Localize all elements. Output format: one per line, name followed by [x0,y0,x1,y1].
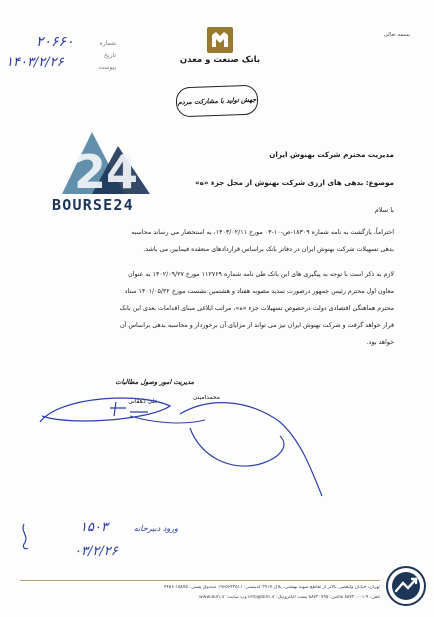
footer-address: تهران، خیابان ولیعصر، بالاتر از تقاطع شهید بهشتی، پلاک ۲۹۱۷ کدپستی: ۱۹۶۵۶۴۳۵۱۱ صندوق پستی: ۱۵۸۷۵-۴۴۵۶ [163,585,380,590]
footer-contact: تلفن: ۹-۸۸۷۲۰۰۰۱ فاکس: ۸۸۷۲۰۷۹۵ پست الکترونیک: info@bim.ir وب سایت: www.bim.ir [199,595,380,600]
slogan-stamp [176,85,259,118]
letter-paragraph-2 [54,266,394,351]
letter-greeting: با سلام [374,206,394,214]
handwritten-letter-number: ۲۰۶۶۰ [36,34,74,50]
meta-label-date: تاریخ [104,52,116,59]
meta-label-number: شماره [99,40,116,47]
svg-text:24: 24 [74,145,139,196]
footer-divider [20,580,380,581]
paragraph-2-line: لازم به ذکر است با توجه به پیگیری های این بانک طی نامه شماره ۱۱۲۷۶۹ مورخ ۱۴۰۲/۰۹/۲۷ به عنوان [128,271,394,278]
letter-recipient: مدیریت محترم شرکت بهنوش ایران [269,150,394,159]
letter-subject: موضوع: بدهی های ارزی شرکت بهنوش از محل جزء «ه» [194,178,394,187]
handwritten-entry-word: ورود دبیرخانه [133,524,178,533]
signer-1-name: محمدامینی [192,394,220,401]
handwritten-entry-number: ۱۵۰۳ [80,520,108,535]
letter-paragraph-1 [54,224,394,258]
paragraph-1-line: بدهی تسهیلات شرکت بهنوش ایران در دفاتر بانک براساس قراردادهای منعقده فیمابین می باشد. [143,246,394,253]
slogan-text: جهش تولید با مشارکت مردم [177,95,257,107]
signer-2-name: علی دهقانی [128,398,158,405]
handwritten-signature-icon [30,386,330,516]
bourse24-round-logo-icon [386,566,426,606]
handwritten-entry-date: ۰۳/۲/۲۶ [74,544,118,559]
paragraph-1-line: احتراماً، بازگشت به نامه شماره ۱۸۳۰۹-ص-۱۰-۰۳ مورخ ۱۴۰۳/۰۲/۱۱، به استحضار می رساند محاسبه [131,229,394,236]
bourse24-watermark-text: BOURSE24 [52,196,134,214]
signature-department: مدیریت امور وصول مطالبات [115,378,194,386]
bourse24-logo-icon [52,124,162,196]
handwritten-letter-date: ۱۴۰۳/۲/۲۶ [6,55,64,70]
bank-name: بانک صنعت و معدن [179,55,261,65]
paragraph-2-line: معاون اول محترم رئیس جمهور درصورت تمدید مصوبه هفتاد و هشتمین نشست مورخ ۱۴۰۱/۰۵/۲۲ ستاد [124,288,394,295]
paragraph-2-line: خواهد بود. [366,339,394,346]
bismillah: بسمه تعالی [383,32,410,38]
paragraph-2-line: قرار خواهد گرفت و شرکت بهنوش ایران نیز می تواند از مزایای آن برخوردار و محاسبه بدهی براساس آن [119,322,394,329]
handwritten-scribble-icon [16,522,36,552]
meta-label-attachment: پیوست [98,64,116,71]
paragraph-2-line: محترم هماهنگی اقتصادی دولت درخصوص تسهیلات جزء «ه»، مراتب ابلاغی مبنای اقدامات بعدی این بانک [119,305,394,312]
bank-logo-icon [207,27,233,53]
bourse24-watermark [52,124,162,216]
